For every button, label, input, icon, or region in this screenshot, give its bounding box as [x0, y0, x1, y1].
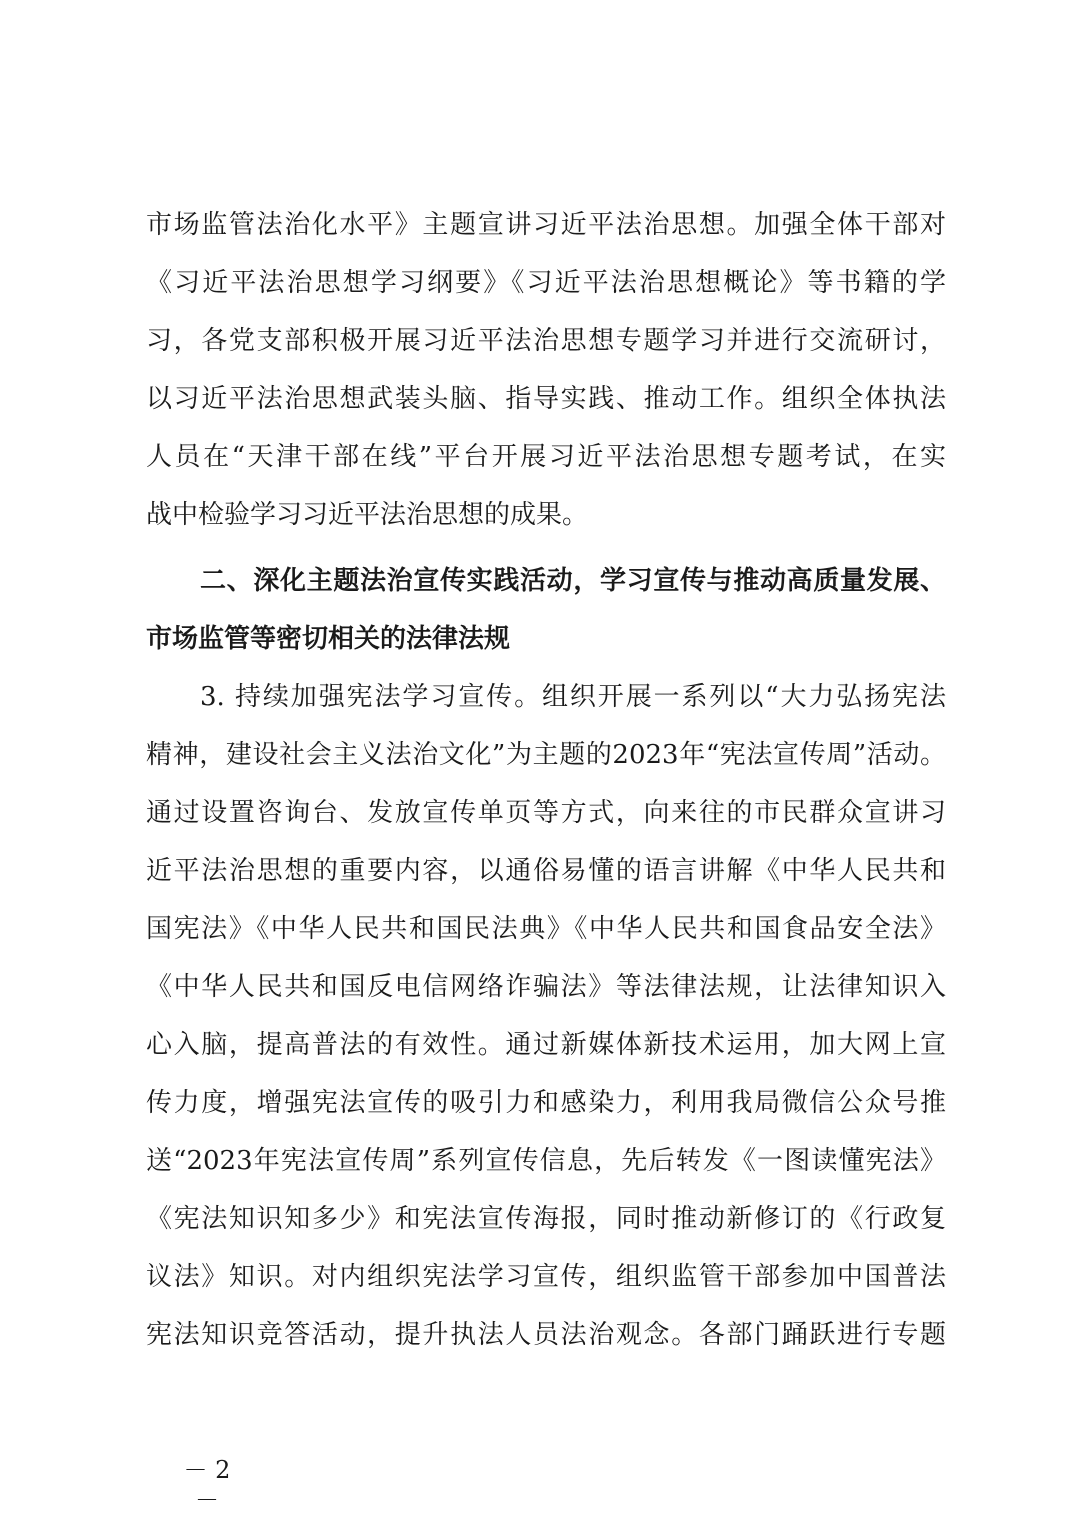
text-line: 议法》知识。对内组织宪法学习宣传，组织监管干部参加中国普法: [146, 1262, 946, 1292]
text-line: 宪法知识竞答活动，提升执法人员法治观念。各部门踊跃进行专题: [146, 1320, 946, 1350]
text-line: 近平法治思想的重要内容，以通俗易懂的语言讲解《中华人民共和: [146, 856, 946, 886]
text-line: 战中检验学习习近平法治思想的成果。: [146, 500, 589, 530]
heading-line: 市场监管等密切相关的法律法规: [146, 624, 511, 654]
text-line: 通过设置咨询台、发放宣传单页等方式，向来往的市民群众宣讲习: [146, 798, 946, 828]
text-line: 3. 持续加强宪法学习宣传。组织开展一系列以“大力弘扬宪法: [200, 682, 946, 712]
section-heading: [146, 552, 946, 668]
text-line: 习，各党支部积极开展习近平法治思想专题学习并进行交流研讨，: [146, 326, 946, 356]
paragraph-study-thought: [146, 196, 946, 544]
text-line: 精神，建设社会主义法治文化”为主题的2023年“宪法宣传周”活动。: [146, 740, 946, 770]
text-line: 《习近平法治思想学习纲要》《习近平法治思想概论》等书籍的学: [146, 268, 946, 298]
text-line: 国宪法》《中华人民共和国民法典》《中华人民共和国食品安全法》: [146, 914, 946, 944]
text-line: 《中华人民共和国反电信网络诈骗法》等法律法规，让法律知识入: [146, 972, 946, 1002]
paragraph-constitution-publicity: [146, 668, 946, 1364]
spacer: [146, 544, 946, 552]
heading-line: 二、深化主题法治宣传实践活动，学习宣传与推动高质量发展、: [200, 566, 946, 596]
page-number: － 2 －: [183, 1456, 231, 1514]
text-line: 市场监管法治化水平》主题宣讲习近平法治思想。加强全体干部对: [146, 210, 946, 240]
text-line: 送“2023年宪法宣传周”系列宣传信息，先后转发《一图读懂宪法》: [146, 1146, 946, 1176]
text-line: 传力度，增强宪法宣传的吸引力和感染力，利用我局微信公众号推: [146, 1088, 946, 1118]
text-line: 《宪法知识知多少》和宪法宣传海报，同时推动新修订的《行政复: [146, 1204, 946, 1234]
document-body: [146, 196, 946, 1364]
text-line: 人员在“天津干部在线”平台开展习近平法治思想专题考试，在实: [146, 442, 946, 472]
text-line: 心入脑，提高普法的有效性。通过新媒体新技术运用，加大网上宣: [146, 1030, 946, 1060]
text-line: 以习近平法治思想武装头脑、指导实践、推动工作。组织全体执法: [146, 384, 946, 414]
